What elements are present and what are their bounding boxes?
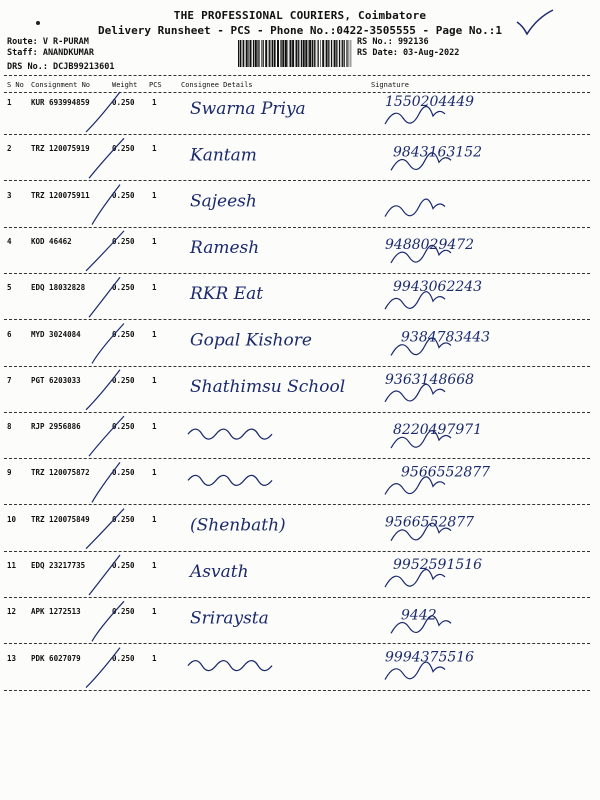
row-consignee: Sriraysta (190, 608, 269, 629)
row-divider (4, 597, 590, 598)
barcode-bar (320, 40, 321, 67)
barcode-bar (336, 40, 337, 67)
col-header-sno: S No (7, 81, 24, 89)
row-weight: 0.250 (112, 607, 135, 617)
drs-number: DRS No.: DCJB99213601 (7, 62, 115, 72)
row-consignee: Sajeesh (190, 191, 257, 212)
row-divider (4, 412, 590, 413)
barcode-bar (253, 40, 254, 67)
barcode-bar (309, 40, 311, 67)
signature-scribble (385, 106, 445, 124)
row-sno: 1 (7, 98, 12, 107)
row-signature-phone: 9488029472 (385, 236, 475, 253)
col-header-consignment: Consignment No (31, 81, 91, 89)
barcode-bar (265, 40, 267, 67)
rs-date: RS Date: 03-Aug-2022 (357, 48, 460, 58)
barcode-bar (308, 40, 309, 67)
signature-scribble (385, 199, 445, 217)
barcode-bar (342, 40, 343, 67)
barcode-bar (347, 40, 348, 67)
row-pcs: 1 (152, 283, 157, 293)
barcode-bar (274, 40, 276, 67)
row-signature-phone: 9843163152 (393, 144, 483, 161)
row-divider (4, 504, 590, 505)
barcode-bar (240, 40, 241, 67)
barcode-bar (263, 40, 264, 67)
row-signature-phone: 9943062243 (393, 279, 483, 296)
row-consignee: (Shenbath) (190, 515, 286, 536)
row-signature-phone: 8220497971 (393, 422, 483, 439)
barcode-bar (292, 40, 294, 67)
barcode-bar (316, 40, 317, 67)
row-signature-phone: 9994375516 (385, 649, 475, 666)
row-sno: 11 (7, 561, 17, 570)
signature-scribble (391, 245, 451, 263)
signature-scribble (391, 153, 451, 171)
barcode-bar (326, 40, 328, 67)
row-signature-phone: 9363148668 (385, 371, 475, 388)
barcode-bar (288, 40, 289, 67)
barcode-bar (255, 40, 257, 67)
row-pcs: 1 (152, 653, 157, 663)
row-signature-phone: 9384783443 (401, 329, 491, 346)
row-consignee: Swarna Priya (190, 99, 306, 119)
barcode-bar (269, 40, 270, 67)
col-header-consignee: Consignee Details (181, 81, 253, 89)
row-weight: 0.250 (112, 144, 135, 154)
row-consignment: TRZ 120075872 (31, 468, 90, 478)
row-sno: 3 (7, 190, 12, 200)
row-divider (4, 134, 590, 135)
signature-scribble (391, 431, 451, 449)
col-header-pcs: PCS (149, 81, 162, 89)
barcode-bar (314, 40, 315, 67)
row-pcs: 1 (152, 468, 157, 478)
row-consignee: Asvath (190, 562, 249, 582)
barcode-bar (301, 40, 302, 67)
row-consignment: KOD 46462 (31, 236, 72, 246)
barcode-bar (305, 40, 307, 67)
row-consignee: Shathimsu School (190, 376, 346, 397)
row-weight: 0.250 (112, 468, 135, 478)
row-pcs: 1 (152, 422, 157, 432)
row-consignment: APK 1272513 (31, 607, 81, 617)
barcode-bar (243, 40, 244, 67)
rs-number: RS No.: 992136 (357, 37, 429, 47)
barcode-bar (312, 40, 313, 67)
row-divider (4, 643, 590, 644)
row-weight: 0.250 (112, 561, 135, 570)
barcode-bar (257, 40, 258, 67)
barcode-bar (238, 40, 239, 67)
row-weight: 0.250 (112, 236, 135, 246)
row-weight: 0.250 (112, 514, 135, 524)
row-pcs: 1 (152, 236, 157, 246)
row-sno: 12 (7, 607, 17, 617)
barcode-bar (242, 40, 243, 67)
barcode-bar (282, 40, 284, 67)
col-header-signature: Signature (371, 81, 409, 89)
row-divider (4, 366, 590, 367)
row-divider (4, 690, 590, 691)
row-signature-phone: 9442 (401, 607, 437, 624)
row-sno: 7 (7, 375, 12, 385)
row-pcs: 1 (152, 561, 157, 570)
row-consignment: EDQ 23217735 (31, 561, 86, 570)
col-header-weight: Weight (112, 81, 138, 89)
signature-scribble (391, 616, 451, 634)
row-signature-phone: 9952591516 (393, 557, 483, 573)
barcode-bar (349, 40, 350, 67)
row-sno: 13 (7, 653, 17, 663)
signature-scribble (391, 338, 451, 356)
barcode-bar (298, 40, 299, 67)
barcode-bar (272, 40, 273, 67)
signature-scribble (385, 384, 445, 402)
row-divider (4, 458, 590, 459)
row-weight: 0.250 (112, 283, 135, 293)
barcode-bar (248, 40, 249, 67)
barcode-bar (250, 40, 252, 67)
row-consignee: Kantam (190, 145, 257, 166)
consignee-scribble (188, 661, 272, 671)
signature-scribble (385, 477, 445, 495)
header-divider (4, 75, 590, 76)
row-divider (4, 551, 590, 552)
signature-scribble (385, 292, 445, 310)
barcode-bar (259, 40, 260, 67)
barcode-bar (285, 40, 287, 67)
staff-label: Staff: ANANDKUMAR (7, 48, 94, 58)
barcode-bar (328, 40, 329, 67)
row-divider (4, 273, 590, 274)
row-signature-phone: 9566552877 (385, 514, 475, 531)
row-sno: 10 (7, 514, 17, 524)
row-divider (4, 180, 590, 181)
row-sno: 6 (7, 329, 12, 339)
row-pcs: 1 (152, 514, 157, 524)
row-pcs: 1 (152, 190, 157, 200)
barcode-bar (290, 40, 292, 67)
row-consignee: Ramesh (190, 237, 260, 258)
barcode-bar (277, 40, 279, 67)
row-consignee: RKR Eat (190, 284, 264, 305)
row-pcs: 1 (152, 375, 157, 385)
row-weight: 0.250 (112, 98, 135, 107)
barcode-bar (271, 40, 272, 67)
row-sno: 4 (7, 236, 12, 246)
runsheet-title: Delivery Runsheet - PCS - Phone No.:0422-3505555 - Page No.:1 (98, 24, 502, 37)
checkmark-icon (515, 8, 555, 38)
row-divider (4, 227, 590, 228)
consignee-scribble (188, 475, 272, 485)
barcode-bar (246, 40, 248, 67)
row-consignment: PDK 6027079 (31, 653, 81, 663)
barcode-bar (303, 40, 305, 67)
barcode-bar (351, 40, 352, 67)
barcode-bar (261, 40, 262, 67)
row-sno: 2 (7, 144, 12, 154)
row-weight: 0.250 (112, 329, 135, 339)
barcode-bar (322, 40, 324, 67)
barcode-bar (280, 40, 281, 67)
row-pcs: 1 (152, 329, 157, 339)
barcode-bar (339, 40, 340, 67)
barcode-bar (346, 40, 347, 67)
barcode-bar (331, 40, 332, 67)
row-weight: 0.250 (112, 190, 135, 200)
barcode-bar (296, 40, 298, 67)
row-weight: 0.250 (112, 653, 135, 663)
row-consignment: MYD 3024084 (31, 329, 81, 339)
row-consignment: PGT 6203033 (31, 375, 81, 385)
route-label: Route: V R-PURAM (7, 37, 89, 47)
row-consignment: KUR 693994859 (31, 98, 90, 107)
row-pcs: 1 (152, 144, 157, 154)
row-consignment: EDQ 18032828 (31, 283, 86, 293)
row-sno: 9 (7, 468, 12, 478)
row-weight: 0.250 (112, 422, 135, 432)
barcode-bar (318, 40, 319, 67)
row-consignment: TRZ 120075849 (31, 514, 90, 524)
row-signature-phone: 1550204449 (385, 94, 475, 110)
company-title: THE PROFESSIONAL COURIERS, Coimbatore (173, 9, 427, 22)
row-consignment: TRZ 120075911 (31, 190, 90, 200)
row-divider (4, 319, 590, 320)
barcode (238, 40, 353, 67)
row-pcs: 1 (152, 98, 157, 107)
row-pcs: 1 (152, 607, 157, 617)
barcode-bar (334, 40, 336, 67)
row-sno: 5 (7, 283, 12, 293)
row-signature-phone: 9566552877 (401, 464, 491, 481)
row-consignment: RJP 2956886 (31, 422, 81, 432)
row-consignee: Gopal Kishore (190, 330, 312, 351)
signature-scribble (391, 523, 451, 541)
header-divider (4, 92, 590, 93)
signature-scribble (385, 662, 445, 680)
consignee-scribble (188, 429, 272, 439)
row-sno: 8 (7, 422, 12, 432)
signature-scribble (385, 569, 445, 587)
row-weight: 0.250 (112, 375, 135, 385)
row-consignment: TRZ 120075919 (31, 144, 90, 154)
barcode-bar (344, 40, 345, 67)
